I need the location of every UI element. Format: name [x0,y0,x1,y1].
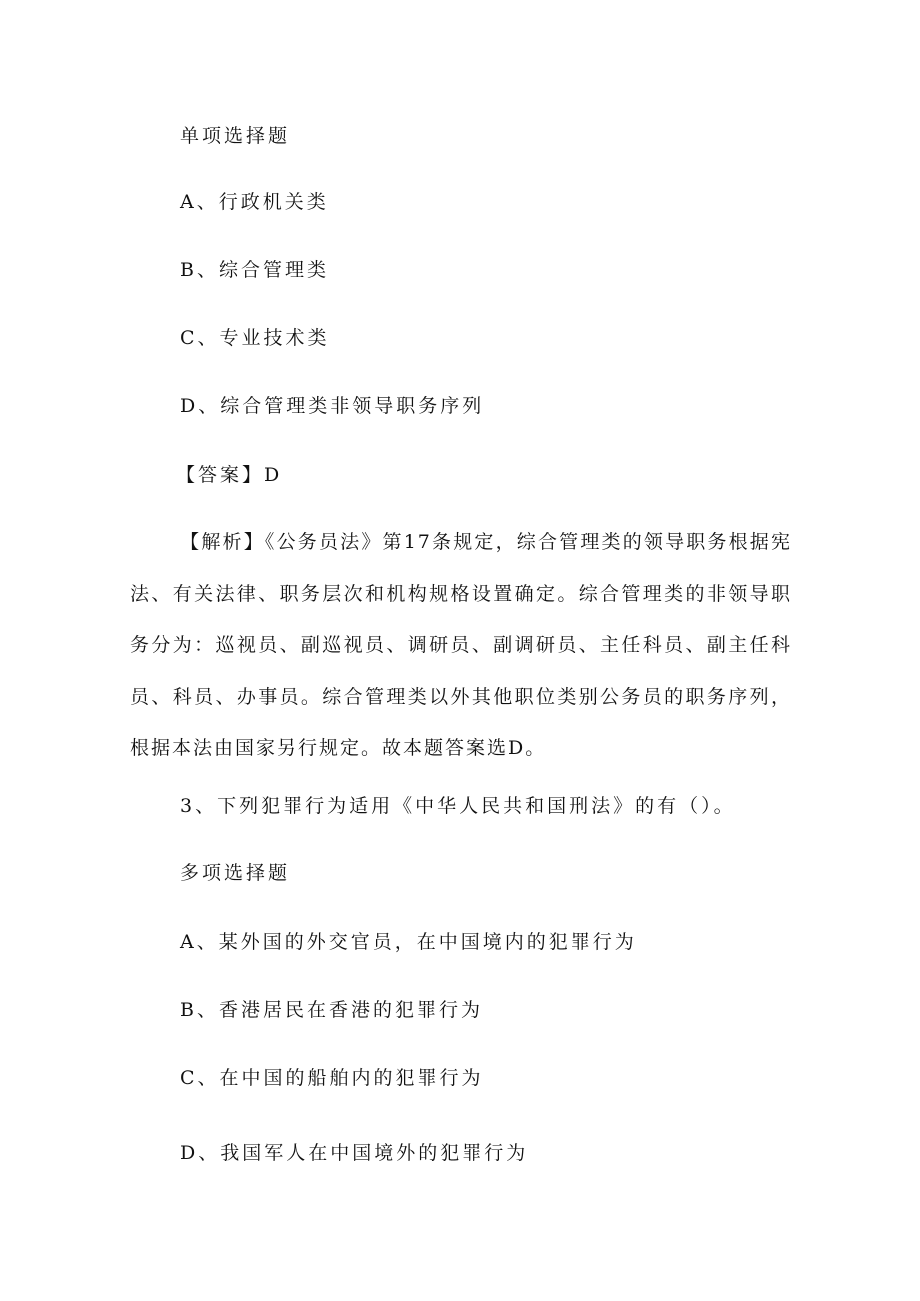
q2-analysis [130,517,792,775]
q3-question: 3、下列犯罪行为适用《中华人民共和国刑法》的有（）。 [180,795,736,817]
q3-type-label: 多项选择题 [180,862,291,884]
q3-option-d: D、我国军人在中国境外的犯罪行为 [180,1142,529,1164]
q2-option-d: D、综合管理类非领导职务序列 [180,395,485,417]
q2-option-b: B、综合管理类 [180,259,329,281]
q3-option-c: C、在中国的船舶内的犯罪行为 [180,1067,484,1089]
q2-answer: 【答案】D [176,464,283,486]
q2-type-label: 单项选择题 [180,125,291,147]
q2-option-c: C、专业技术类 [180,327,330,349]
q3-option-a: A、某外国的外交官员，在中国境内的犯罪行为 [180,931,637,953]
q2-option-a: A、行政机关类 [180,191,329,213]
q2-analysis-text: 【解析】《公务员法》第17条规定，综合管理类的领导职务根据宪法、有关法律、职务层次和机构规格设置确定。综合管理类的非领导职务分为：巡视员、副巡视员、调研员、副调研员、主任科员、副主任科员、科员、办事员。综合管理类以外其他职位类别公务员的职务序列，根据本法由国家另行规定。故本题答案选D。 [130,531,792,759]
q3-option-b: B、香港居民在香港的犯罪行为 [180,999,483,1021]
